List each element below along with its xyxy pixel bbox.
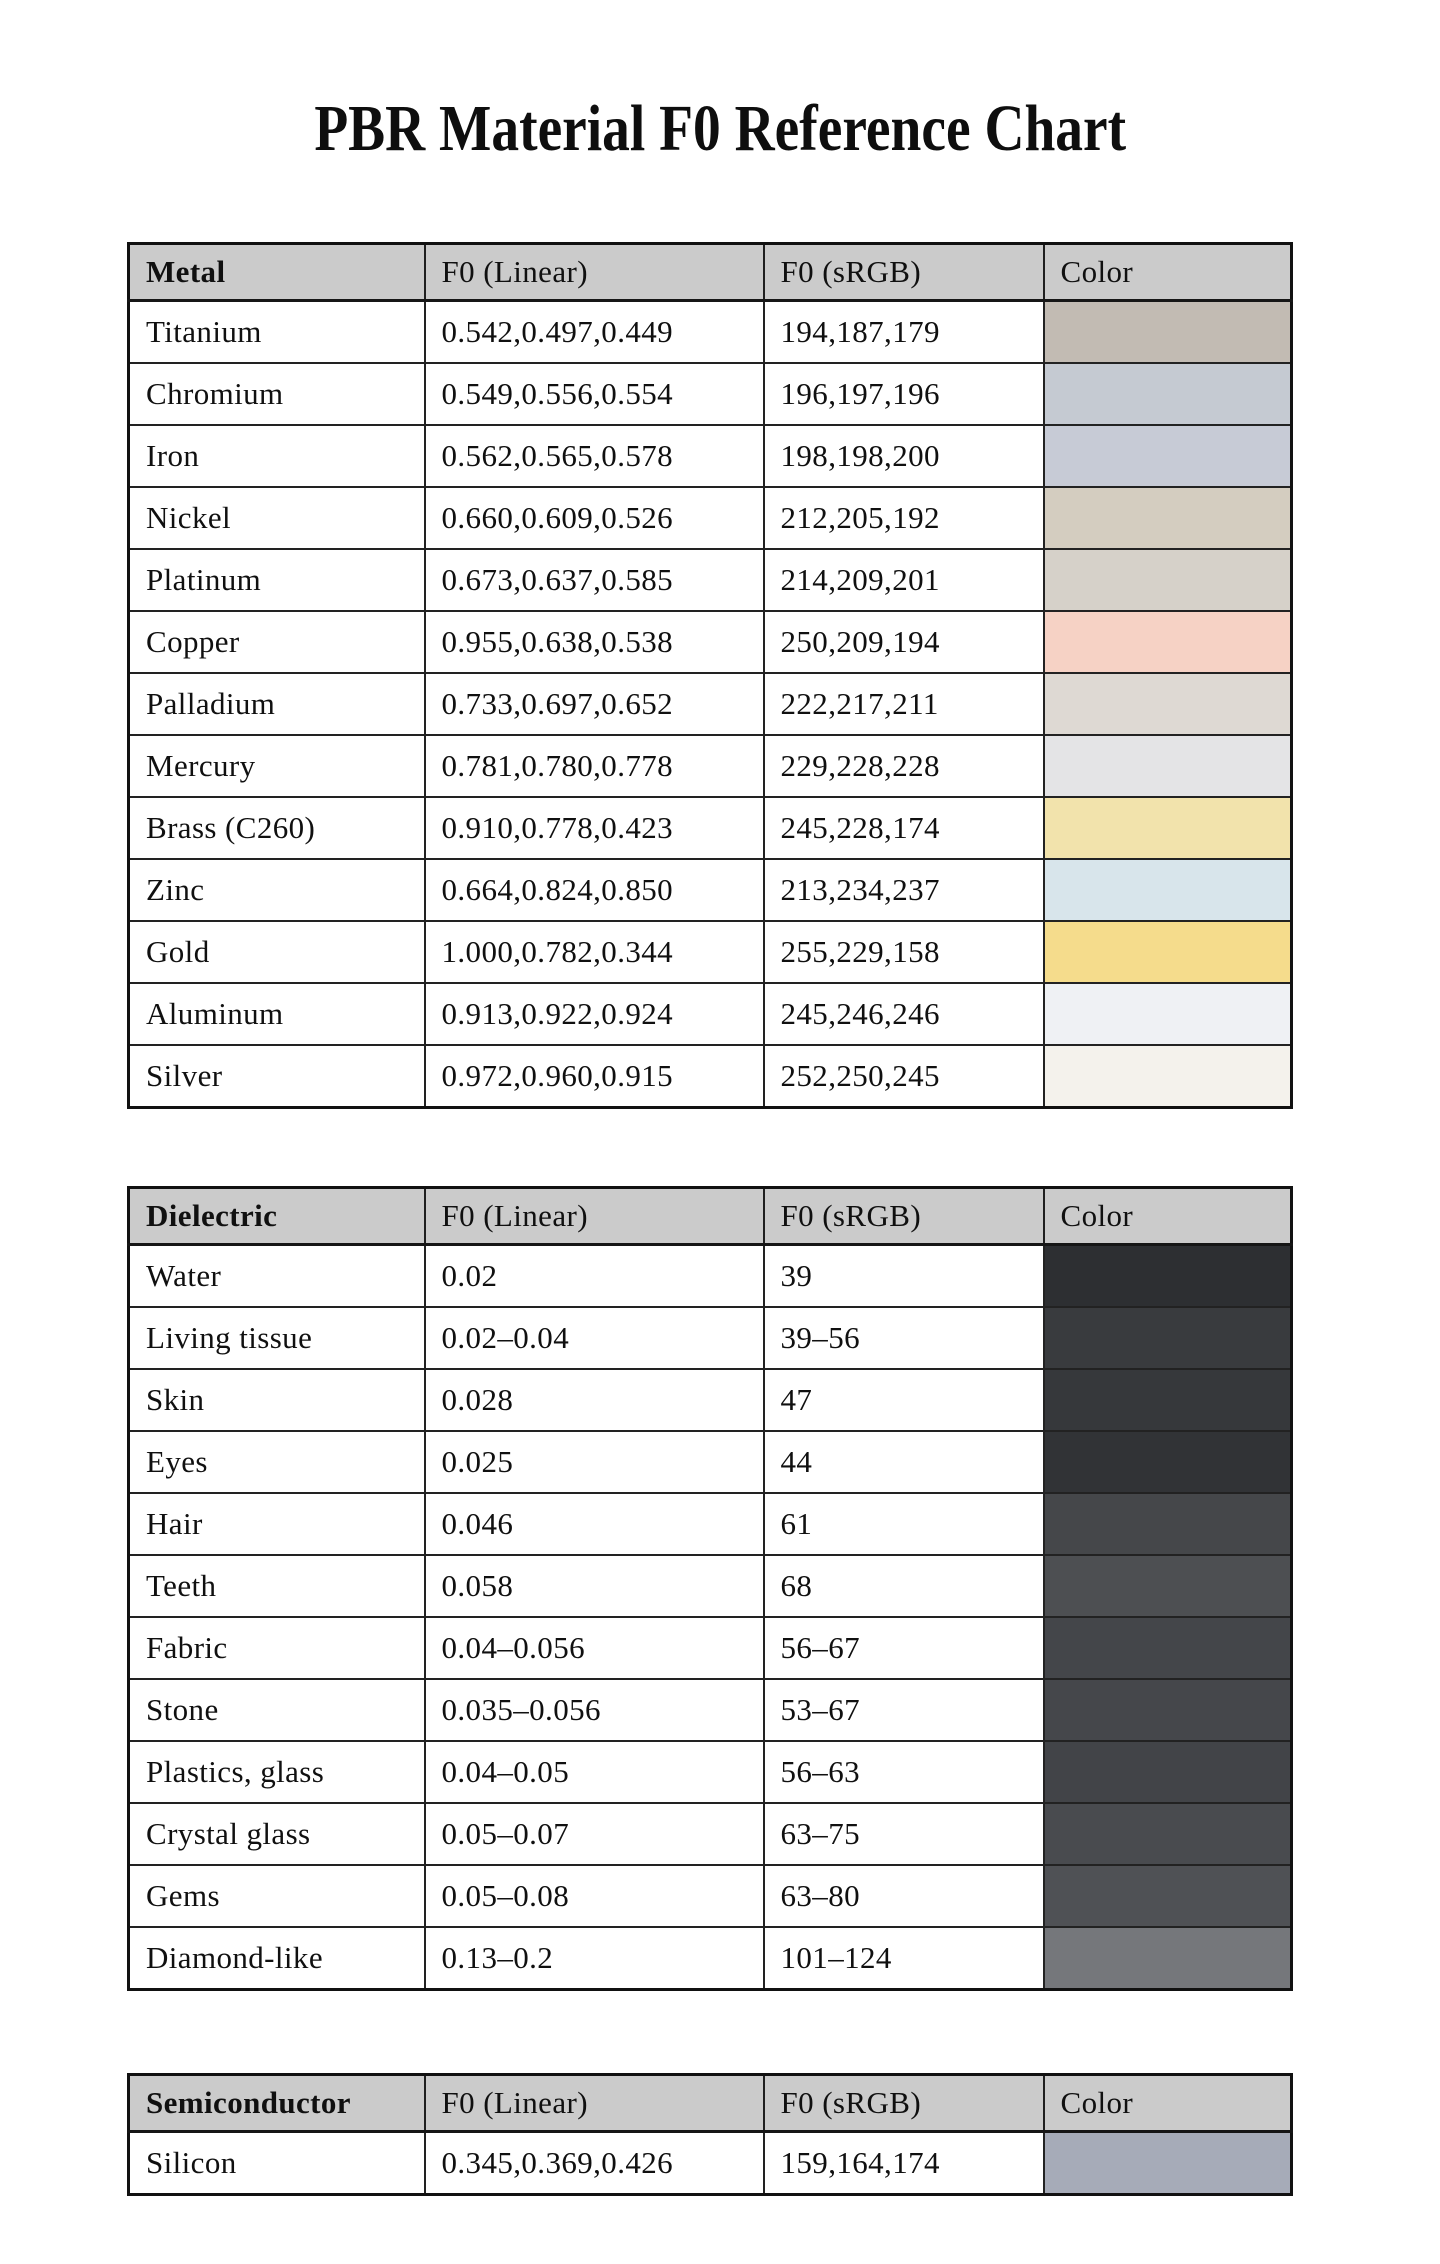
material-name-cell: Zinc (129, 859, 425, 921)
table-row (129, 673, 1292, 735)
f0-srgb-cell: 63–80 (764, 1865, 1044, 1927)
f0-srgb-cell: 159,164,174 (764, 2131, 1044, 2194)
table-row (129, 549, 1292, 611)
color-swatch (1044, 1307, 1292, 1369)
table-row (129, 1045, 1292, 1108)
dielectric-column-header-f0-srgb-: F0 (sRGB) (764, 1187, 1044, 1244)
f0-linear-cell: 0.910,0.778,0.423 (425, 797, 764, 859)
table-row (129, 1865, 1292, 1927)
table-row (129, 611, 1292, 673)
table-row (129, 300, 1292, 363)
f0-srgb-cell: 255,229,158 (764, 921, 1044, 983)
color-swatch (1044, 1865, 1292, 1927)
f0-linear-cell: 0.660,0.609,0.526 (425, 487, 764, 549)
color-swatch (1044, 300, 1292, 363)
f0-srgb-cell: 196,197,196 (764, 363, 1044, 425)
material-name-cell: Palladium (129, 673, 425, 735)
table-row (129, 1369, 1292, 1431)
f0-srgb-cell: 250,209,194 (764, 611, 1044, 673)
f0-linear-cell: 0.028 (425, 1369, 764, 1431)
color-swatch (1044, 425, 1292, 487)
metal-table (127, 242, 1293, 1109)
table-row (129, 1617, 1292, 1679)
material-name-cell: Teeth (129, 1555, 425, 1617)
color-swatch (1044, 1431, 1292, 1493)
semiconductor-column-header-color: Color (1044, 2074, 1292, 2131)
f0-linear-cell: 0.025 (425, 1431, 764, 1493)
page-title-text: PBR Material F0 Reference Chart (314, 92, 1126, 165)
f0-linear-cell: 0.02–0.04 (425, 1307, 764, 1369)
f0-srgb-cell: 222,217,211 (764, 673, 1044, 735)
f0-srgb-cell: 213,234,237 (764, 859, 1044, 921)
material-name-cell: Eyes (129, 1431, 425, 1493)
color-swatch (1044, 611, 1292, 673)
f0-linear-cell: 1.000,0.782,0.344 (425, 921, 764, 983)
material-name-cell: Silicon (129, 2131, 425, 2194)
table-row (129, 487, 1292, 549)
color-swatch (1044, 797, 1292, 859)
f0-srgb-cell: 68 (764, 1555, 1044, 1617)
material-name-cell: Stone (129, 1679, 425, 1741)
color-swatch (1044, 1679, 1292, 1741)
f0-linear-cell: 0.035–0.056 (425, 1679, 764, 1741)
f0-linear-cell: 0.04–0.05 (425, 1741, 764, 1803)
table-row (129, 797, 1292, 859)
table-row (129, 859, 1292, 921)
f0-srgb-cell: 229,228,228 (764, 735, 1044, 797)
material-name-cell: Plastics, glass (129, 1741, 425, 1803)
f0-linear-cell: 0.05–0.07 (425, 1803, 764, 1865)
f0-linear-cell: 0.542,0.497,0.449 (425, 300, 764, 363)
color-swatch (1044, 1045, 1292, 1108)
f0-linear-cell: 0.345,0.369,0.426 (425, 2131, 764, 2194)
table-row (129, 1307, 1292, 1369)
f0-srgb-cell: 47 (764, 1369, 1044, 1431)
semiconductor-column-header-f0-linear-: F0 (Linear) (425, 2074, 764, 2131)
color-swatch (1044, 921, 1292, 983)
color-swatch (1044, 549, 1292, 611)
material-name-cell: Crystal glass (129, 1803, 425, 1865)
material-name-cell: Diamond-like (129, 1927, 425, 1990)
material-name-cell: Fabric (129, 1617, 425, 1679)
material-name-cell: Titanium (129, 300, 425, 363)
dielectric-column-header-dielectric: Dielectric (129, 1187, 425, 1244)
f0-linear-cell: 0.05–0.08 (425, 1865, 764, 1927)
color-swatch (1044, 1927, 1292, 1990)
table-row (129, 1927, 1292, 1990)
material-name-cell: Gems (129, 1865, 425, 1927)
dielectric-table (127, 1186, 1293, 1991)
f0-linear-cell: 0.913,0.922,0.924 (425, 983, 764, 1045)
table-row (129, 983, 1292, 1045)
table-row (129, 363, 1292, 425)
f0-linear-cell: 0.733,0.697,0.652 (425, 673, 764, 735)
material-name-cell: Brass (C260) (129, 797, 425, 859)
material-name-cell: Mercury (129, 735, 425, 797)
material-name-cell: Silver (129, 1045, 425, 1108)
table-row (129, 1493, 1292, 1555)
semiconductor-table (127, 2073, 1293, 2196)
f0-linear-cell: 0.02 (425, 1244, 764, 1307)
dielectric-column-header-color: Color (1044, 1187, 1292, 1244)
table-row (129, 1555, 1292, 1617)
f0-linear-cell: 0.664,0.824,0.850 (425, 859, 764, 921)
table-row (129, 1431, 1292, 1493)
f0-linear-cell: 0.13–0.2 (425, 1927, 764, 1990)
f0-linear-cell: 0.058 (425, 1555, 764, 1617)
f0-linear-cell: 0.972,0.960,0.915 (425, 1045, 764, 1108)
f0-srgb-cell: 212,205,192 (764, 487, 1044, 549)
metal-column-header-f0-srgb-: F0 (sRGB) (764, 243, 1044, 300)
metal-table-section (127, 242, 1290, 1109)
table-row (129, 2131, 1292, 2194)
f0-srgb-cell: 56–67 (764, 1617, 1044, 1679)
table-row (129, 1803, 1292, 1865)
metal-column-header-color: Color (1044, 243, 1292, 300)
tables-container (127, 242, 1290, 2196)
f0-linear-cell: 0.673,0.637,0.585 (425, 549, 764, 611)
color-swatch (1044, 1803, 1292, 1865)
dielectric-column-header-f0-linear-: F0 (Linear) (425, 1187, 764, 1244)
color-swatch (1044, 1741, 1292, 1803)
page-title (0, 0, 1440, 166)
color-swatch (1044, 859, 1292, 921)
table-row (129, 735, 1292, 797)
color-swatch (1044, 487, 1292, 549)
metal-column-header-metal: Metal (129, 243, 425, 300)
color-swatch (1044, 1493, 1292, 1555)
f0-srgb-cell: 56–63 (764, 1741, 1044, 1803)
table-row (129, 1741, 1292, 1803)
color-swatch (1044, 1369, 1292, 1431)
f0-linear-cell: 0.04–0.056 (425, 1617, 764, 1679)
f0-srgb-cell: 61 (764, 1493, 1044, 1555)
material-name-cell: Gold (129, 921, 425, 983)
f0-linear-cell: 0.955,0.638,0.538 (425, 611, 764, 673)
f0-linear-cell: 0.781,0.780,0.778 (425, 735, 764, 797)
semiconductor-column-header-f0-srgb-: F0 (sRGB) (764, 2074, 1044, 2131)
color-swatch (1044, 1617, 1292, 1679)
f0-linear-cell: 0.046 (425, 1493, 764, 1555)
dielectric-header-row (129, 1187, 1292, 1244)
material-name-cell: Iron (129, 425, 425, 487)
f0-srgb-cell: 214,209,201 (764, 549, 1044, 611)
f0-srgb-cell: 63–75 (764, 1803, 1044, 1865)
material-name-cell: Platinum (129, 549, 425, 611)
material-name-cell: Water (129, 1244, 425, 1307)
f0-srgb-cell: 245,228,174 (764, 797, 1044, 859)
color-swatch (1044, 1555, 1292, 1617)
dielectric-table-section (127, 1186, 1290, 1991)
f0-srgb-cell: 39 (764, 1244, 1044, 1307)
material-name-cell: Living tissue (129, 1307, 425, 1369)
color-swatch (1044, 1244, 1292, 1307)
f0-srgb-cell: 194,187,179 (764, 300, 1044, 363)
material-name-cell: Aluminum (129, 983, 425, 1045)
f0-linear-cell: 0.549,0.556,0.554 (425, 363, 764, 425)
table-row (129, 425, 1292, 487)
material-name-cell: Hair (129, 1493, 425, 1555)
f0-srgb-cell: 101–124 (764, 1927, 1044, 1990)
color-swatch (1044, 363, 1292, 425)
color-swatch (1044, 673, 1292, 735)
color-swatch (1044, 735, 1292, 797)
color-swatch (1044, 983, 1292, 1045)
f0-srgb-cell: 245,246,246 (764, 983, 1044, 1045)
table-row (129, 1679, 1292, 1741)
semiconductor-header-row (129, 2074, 1292, 2131)
semiconductor-column-header-semiconductor: Semiconductor (129, 2074, 425, 2131)
f0-srgb-cell: 44 (764, 1431, 1044, 1493)
material-name-cell: Skin (129, 1369, 425, 1431)
metal-column-header-f0-linear-: F0 (Linear) (425, 243, 764, 300)
f0-srgb-cell: 252,250,245 (764, 1045, 1044, 1108)
table-row (129, 1244, 1292, 1307)
metal-header-row (129, 243, 1292, 300)
f0-srgb-cell: 198,198,200 (764, 425, 1044, 487)
material-name-cell: Chromium (129, 363, 425, 425)
f0-srgb-cell: 39–56 (764, 1307, 1044, 1369)
f0-linear-cell: 0.562,0.565,0.578 (425, 425, 764, 487)
color-swatch (1044, 2131, 1292, 2194)
semiconductor-table-section (127, 2073, 1290, 2196)
material-name-cell: Copper (129, 611, 425, 673)
material-name-cell: Nickel (129, 487, 425, 549)
f0-srgb-cell: 53–67 (764, 1679, 1044, 1741)
table-row (129, 921, 1292, 983)
